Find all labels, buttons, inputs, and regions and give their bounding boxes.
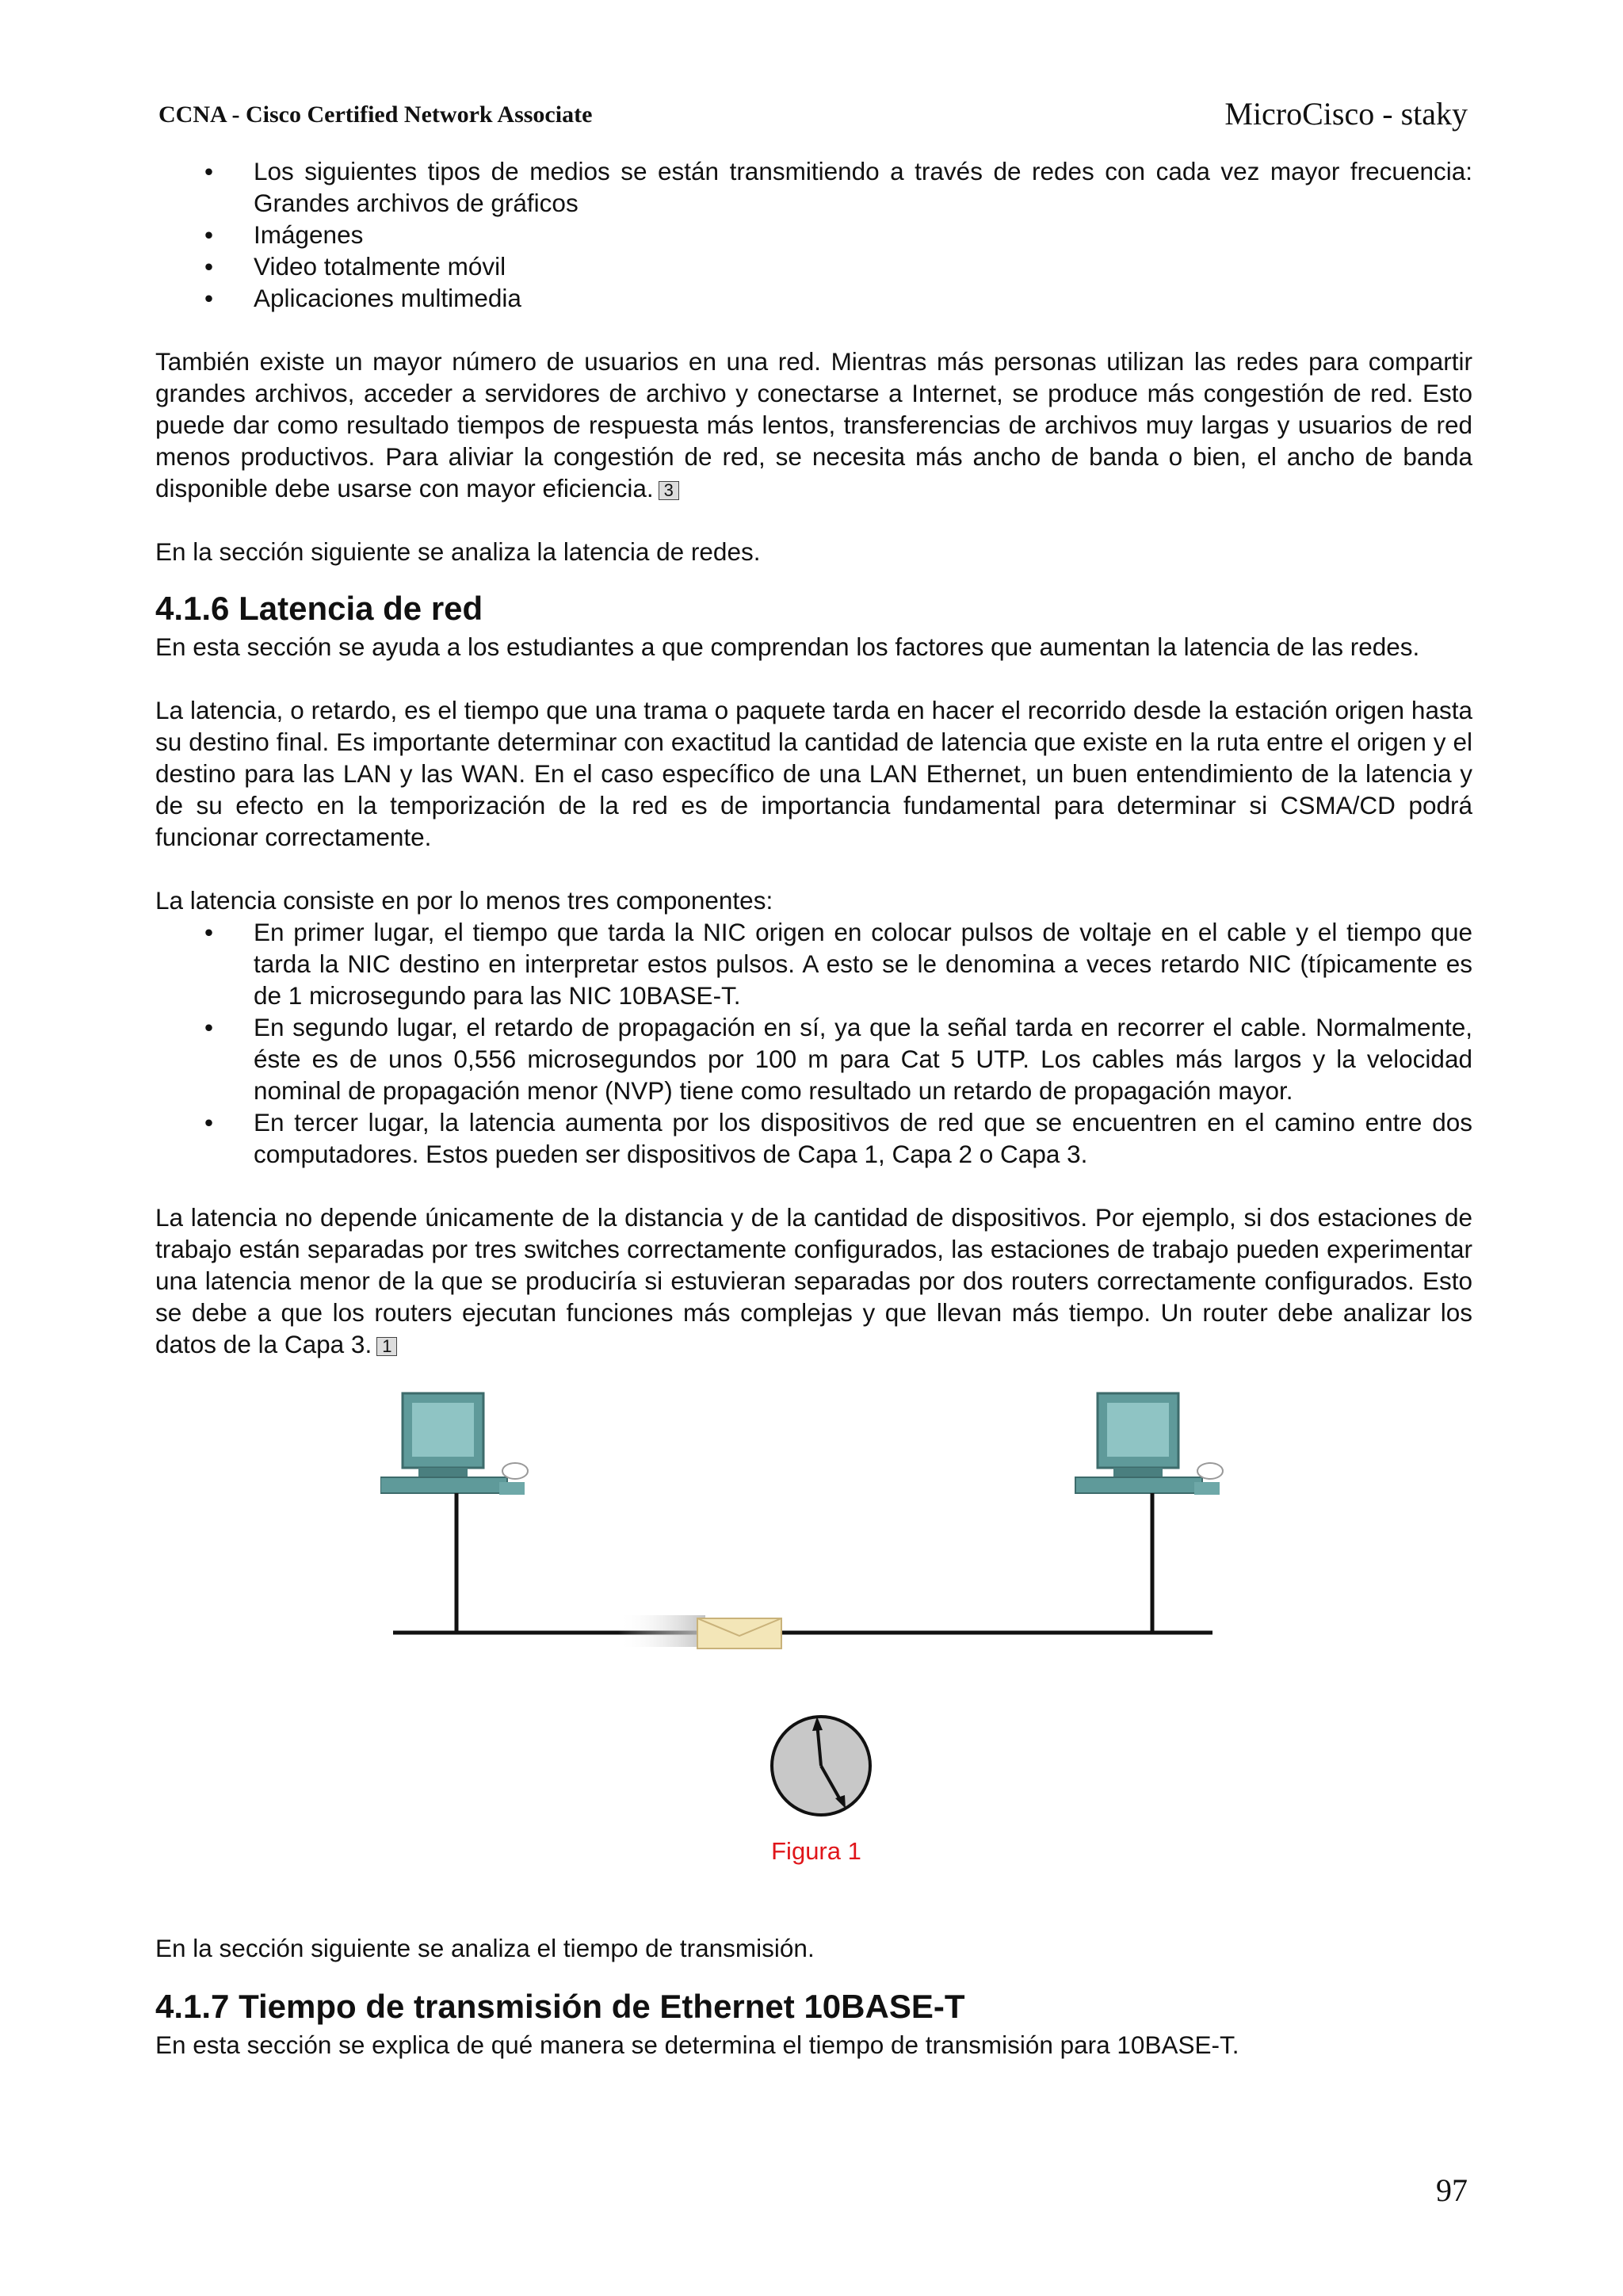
list-item-text: Imágenes: [254, 220, 364, 249]
list-item: [204, 155, 1472, 219]
bullet-icon: •: [204, 1013, 214, 1041]
list-item: [204, 916, 1472, 1011]
section-heading-latency: 4.1.6 Latencia de red: [155, 590, 483, 627]
paragraph-latency-definition: La latencia, o retardo, es el tiempo que una trama o paquete tarda en hacer el recorrido desde la estación origen hasta su destino final. Es importante determinar con exactitud la cantidad de latencia que existe en la ruta entre el origen y el destino para las LAN y las WAN. En el caso específico de una LAN Ethernet, un buen entendimiento de la latencia y de su efecto en la temporización de la red es de importancia fundamental para determinar si CSMA/CD podrá funcionar correctamente.: [155, 696, 1472, 851]
computer-icon: [380, 1393, 528, 1495]
paragraph-next-transmission: En la sección siguiente se analiza el tiempo de transmisión.: [155, 1934, 815, 1962]
bullet-icon: •: [204, 284, 214, 312]
computer-icon: [1075, 1393, 1223, 1495]
packet-envelope-icon: [618, 1615, 781, 1648]
bullet-icon: •: [204, 1108, 214, 1137]
bullet-icon: •: [204, 220, 214, 249]
section-intro: En esta sección se ayuda a los estudiantes a que comprendan los factores que aumentan la latencia de las redes.: [155, 632, 1420, 661]
list-item-text: Los siguientes tipos de medios se están transmitiendo a través de redes con cada vez mayor frecuencia: Grandes archivos de gráficos: [254, 157, 1472, 217]
clock-icon: [772, 1717, 870, 1815]
network-diagram: [380, 1377, 1252, 1869]
page-content: [155, 155, 1472, 2061]
bullet-icon: •: [204, 918, 214, 946]
list-item: [204, 1106, 1472, 1170]
paragraph-text: La latencia no depende únicamente de la distancia y de la cantidad de dispositivos. Por ejemplo, si dos estaciones de trabajo están separadas por tres switches correctamente configurados, las estaciones de trabajo pueden experimentar una latencia menor de la que se produciría si estuvieran separadas por dos routers correctamente configurados. Esto se debe a que los routers ejecutan funciones más complejas y que llevan más tiempo. Un router debe analizar los datos de la Capa 3.: [155, 1203, 1472, 1358]
list-item-text: En segundo lugar, el retardo de propagación en sí, ya que la señal tarda en recorrer el cable. Normalmente, éste es de unos 0,556 microsegundos por 100 m para Cat 5 UTP. Los cables más largos y la velocidad nominal de propagación menor (NVP) tiene como resultado un retardo de propagación mayor.: [254, 1013, 1472, 1105]
list-item-text: Aplicaciones multimedia: [254, 284, 521, 312]
list-item-text: En primer lugar, el tiempo que tarda la NIC origen en colocar pulsos de voltaje en el cable y el tiempo que tarda la NIC destino en interpretar estos pulsos. A esto se le denomina a veces retardo NIC (típicamente es de 1 microsegundo para las NIC 10BASE-T.: [254, 918, 1472, 1010]
list-item: [204, 219, 1472, 250]
figure-caption: Figura 1: [771, 1837, 861, 1865]
page-number: 97: [1436, 2172, 1468, 2208]
latency-components-intro: La latencia consiste en por lo menos tres componentes:: [155, 886, 773, 915]
header-author: MicroCisco - staky: [1224, 96, 1468, 132]
figure-ref-link[interactable]: 3: [659, 481, 679, 500]
header-title: CCNA - Cisco Certified Network Associate: [158, 101, 593, 128]
section-heading-transmission: 4.1.7 Tiempo de transmisión de Ethernet 10BASE-T: [155, 1988, 965, 2025]
latency-components-list: [155, 916, 1472, 1170]
list-item: [204, 282, 1472, 314]
media-types-list: [155, 155, 1472, 314]
paragraph-congestion: [155, 346, 1472, 504]
list-item-text: En tercer lugar, la latencia aumenta por los dispositivos de red que se encuentren en el camino entre dos computadores. Estos pueden ser dispositivos de Capa 1, Capa 2 o Capa 3.: [254, 1108, 1472, 1168]
bullet-icon: •: [204, 157, 214, 185]
paragraph-next-latency: En la sección siguiente se analiza la latencia de redes.: [155, 537, 761, 566]
paragraph-text: También existe un mayor número de usuarios en una red. Mientras más personas utilizan las redes para compartir grandes archivos, acceder a servidores de archivo y conectarse a Internet, se produce más congestión de red. Esto puede dar como resultado tiempos de respuesta más lentos, transferencias de archivos muy largas y usuarios de red menos productivos. Para aliviar la congestión de red, se necesita más ancho de banda o bien, el ancho de banda disponible debe usarse con mayor eficiencia.: [155, 347, 1472, 502]
paragraph-latency-devices: [155, 1201, 1472, 1360]
list-item-text: Video totalmente móvil: [254, 252, 506, 281]
bullet-icon: •: [204, 252, 214, 281]
figure-latency-network: [380, 1377, 1252, 1932]
figure-ref-link[interactable]: 1: [376, 1337, 397, 1356]
list-item: [204, 250, 1472, 282]
list-item: [204, 1011, 1472, 1106]
section-intro: En esta sección se explica de qué manera se determina el tiempo de transmisión para 10BASE-T.: [155, 2030, 1239, 2059]
